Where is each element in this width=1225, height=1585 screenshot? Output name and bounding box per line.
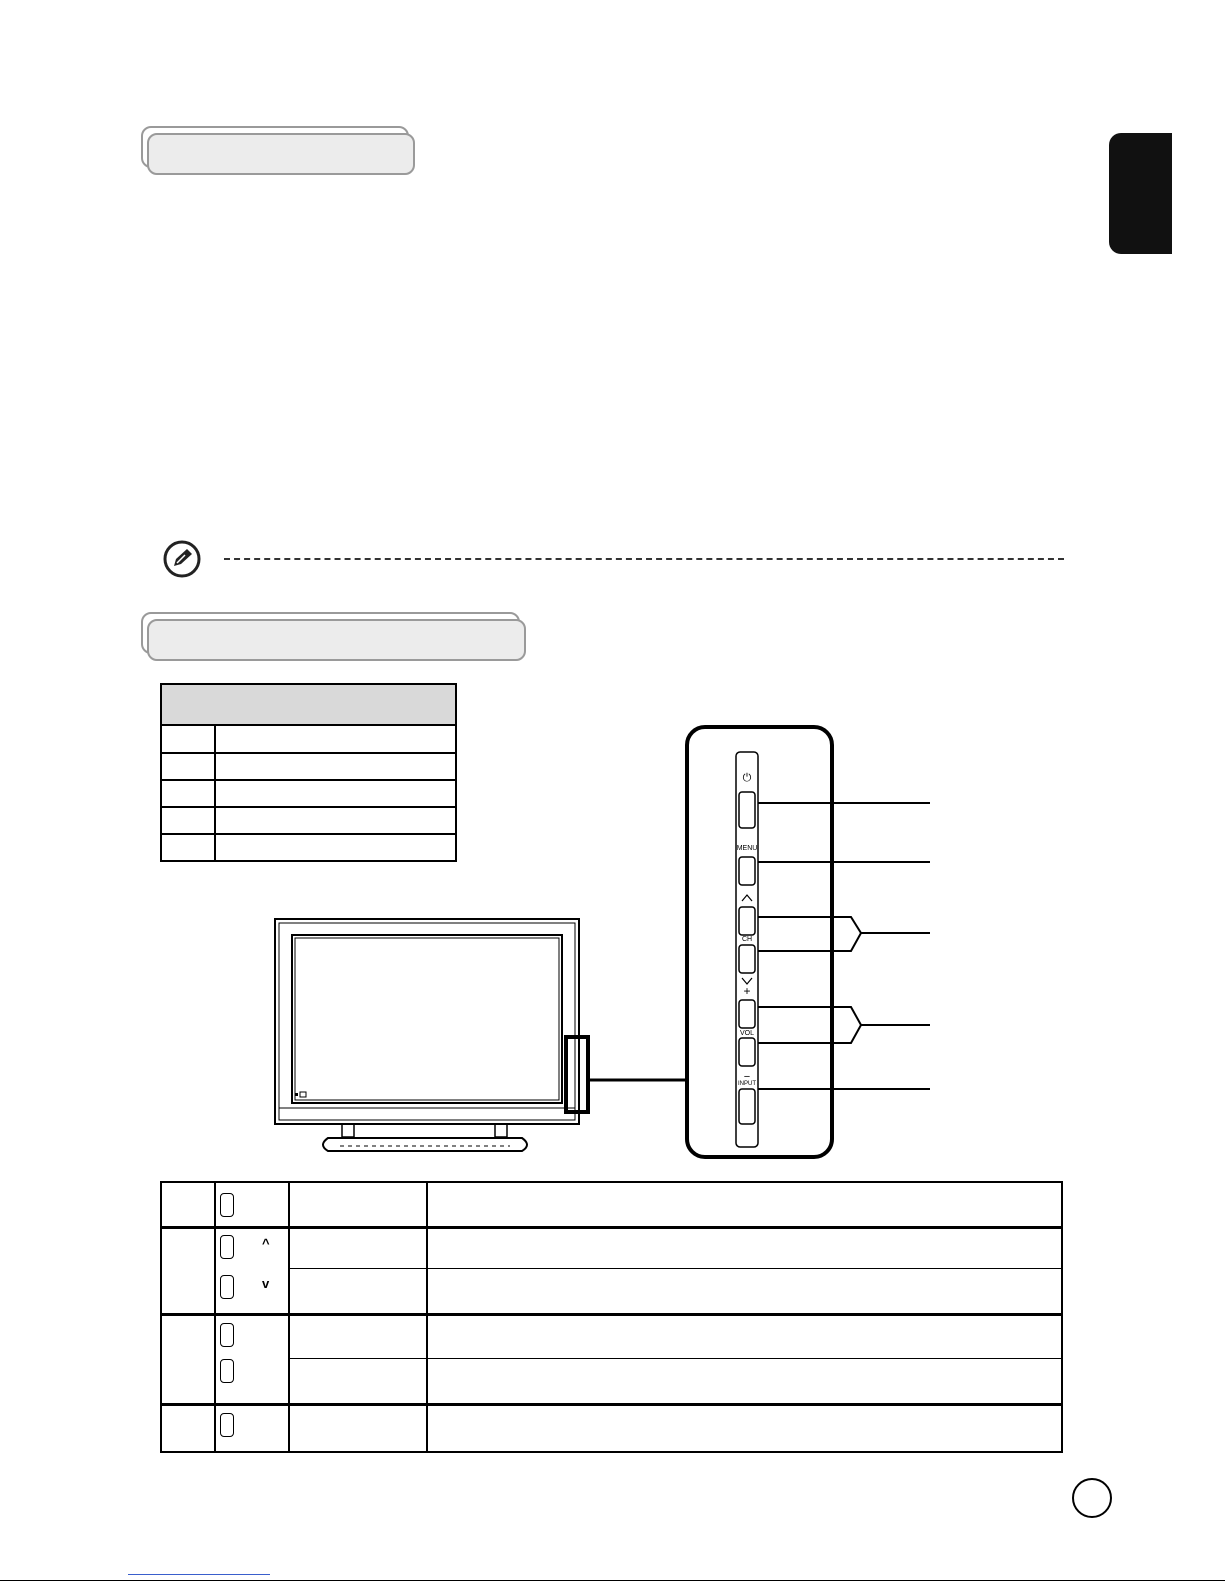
note-divider xyxy=(224,558,1064,560)
power-key-icon xyxy=(220,1193,234,1217)
input-key-icon xyxy=(220,1413,234,1437)
power-button-label: ⏻ xyxy=(742,771,752,784)
tv-front-panel-diagram xyxy=(260,725,940,1165)
section-header-2 xyxy=(141,612,531,662)
volume-down-key-icon xyxy=(220,1359,234,1383)
menu-button-label: MENU xyxy=(736,845,758,852)
caret-up-icon: ^ xyxy=(262,1236,270,1251)
volume-button-label: VOL xyxy=(739,1030,755,1037)
note-pen-icon xyxy=(163,540,201,578)
legend-table-header xyxy=(162,685,455,726)
callout-line-channel xyxy=(758,917,930,951)
channel-button-label: CH xyxy=(741,936,753,943)
footer-rule xyxy=(0,1580,1225,1581)
volume-up-label: + xyxy=(743,984,751,998)
section-header-1 xyxy=(141,126,421,176)
button-function-table xyxy=(160,1181,1063,1453)
channel-down-key-icon xyxy=(220,1275,234,1299)
channel-up-icon xyxy=(742,895,752,901)
channel-up-key-icon xyxy=(220,1235,234,1259)
volume-down-label: − xyxy=(743,1071,751,1083)
input-button-label: INPUT xyxy=(738,1081,756,1087)
caret-down-icon: v xyxy=(262,1276,270,1291)
volume-up-key-icon xyxy=(220,1323,234,1347)
page-number-circle xyxy=(1072,1478,1112,1518)
language-tab xyxy=(1109,133,1172,254)
tv-illustration xyxy=(275,919,687,1151)
callout-line-volume xyxy=(758,1007,930,1043)
footer-link-underline[interactable] xyxy=(128,1574,270,1575)
side-panel-enlarged xyxy=(687,727,930,1157)
